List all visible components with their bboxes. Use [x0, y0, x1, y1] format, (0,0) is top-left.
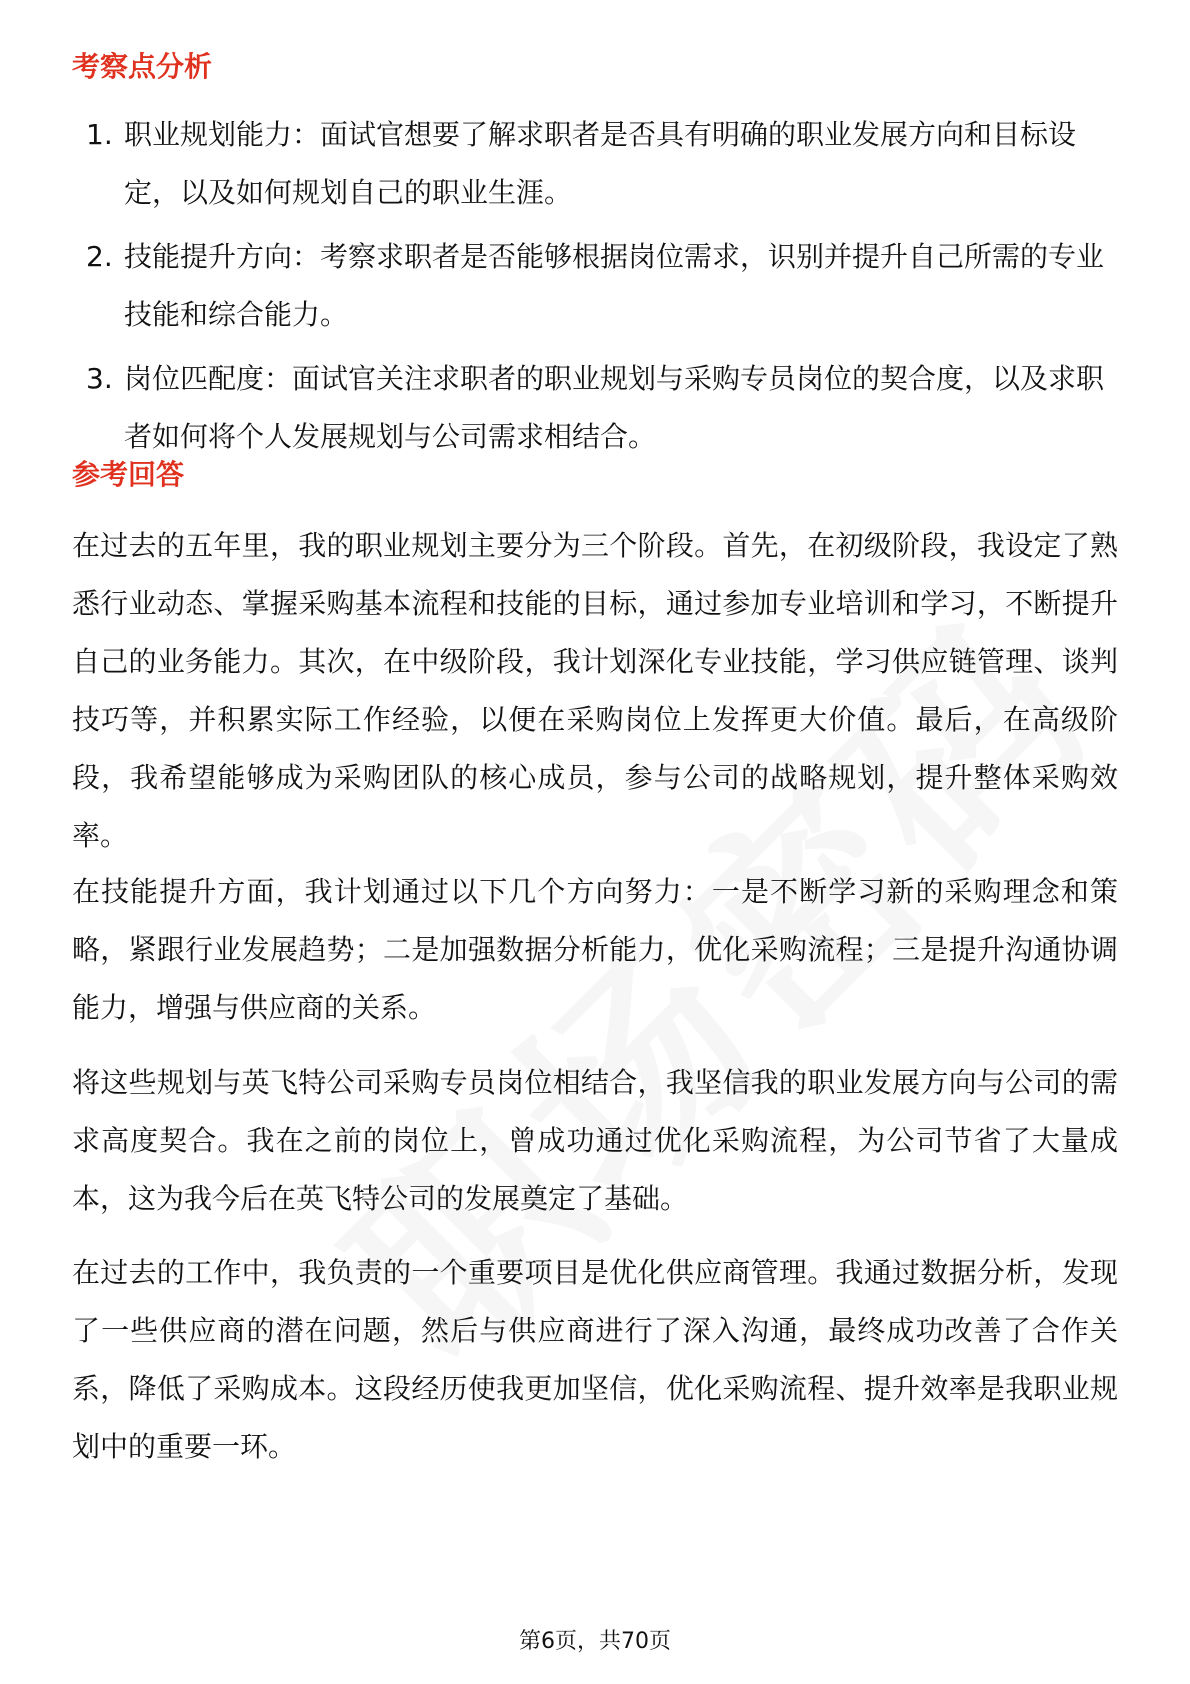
answer-paragraph: 在过去的工作中，我负责的一个重要项目是优化供应商管理。我通过数据分析，发现了一些供应商的潜在问题，然后与供应商进行了深入沟通，最终成功改善了合作关系，降低了采购成本。这段经历使我更加坚信，优化采购流程、提升效率是我职业规划中的重要一环。 — [72, 1256, 1118, 1463]
section-heading-analysis: 考察点分析 — [72, 50, 213, 83]
page-number: 第6页，共70页 — [519, 1629, 671, 1654]
list-item-text: 岗位匹配度：面试官关注求职者的职业规划与采购专员岗位的契合度，以及求职者如何将个人发展规划与公司需求相结合。 — [124, 362, 1105, 453]
list-item-text: 职业规划能力：面试官想要了解求职者是否具有明确的职业发展方向和目标设定，以及如何规划自己的职业生涯。 — [124, 118, 1077, 209]
section-heading-answer: 参考回答 — [72, 458, 185, 491]
list-item — [72, 350, 1112, 466]
list-item — [72, 106, 1112, 222]
list-number: 3. — [86, 362, 113, 395]
analysis-list — [72, 106, 1112, 472]
list-item-text: 技能提升方向：考察求职者是否能够根据岗位需求，识别并提升自己所需的专业技能和综合能力。 — [124, 240, 1105, 331]
answer-paragraph: 在技能提升方面，我计划通过以下几个方向努力：一是不断学习新的采购理念和策略，紧跟行业发展趋势；二是加强数据分析能力，优化采购流程；三是提升沟通协调能力，增强与供应商的关系。 — [72, 875, 1118, 1024]
answer-paragraph: 在过去的五年里，我的职业规划主要分为三个阶段。首先，在初级阶段，我设定了熟悉行业动态、掌握采购基本流程和技能的目标，通过参加专业培训和学习，不断提升自己的业务能力。其次，在中级阶段，我计划深化专业技能，学习供应链管理、谈判技巧等，并积累实际工作经验，以便在采购岗位上发挥更大价值。最后，在高级阶段，我希望能够成为采购团队的核心成员，参与公司的战略规划，提升整体采购效率。 — [72, 529, 1118, 852]
list-number: 2. — [86, 240, 113, 273]
list-item — [72, 228, 1112, 344]
list-number: 1. — [86, 118, 113, 151]
answer-paragraph: 将这些规划与英飞特公司采购专员岗位相结合，我坚信我的职业发展方向与公司的需求高度契合。我在之前的岗位上，曾成功通过优化采购流程，为公司节省了大量成本，这为我今后在英飞特公司的发展奠定了基础。 — [72, 1066, 1118, 1215]
